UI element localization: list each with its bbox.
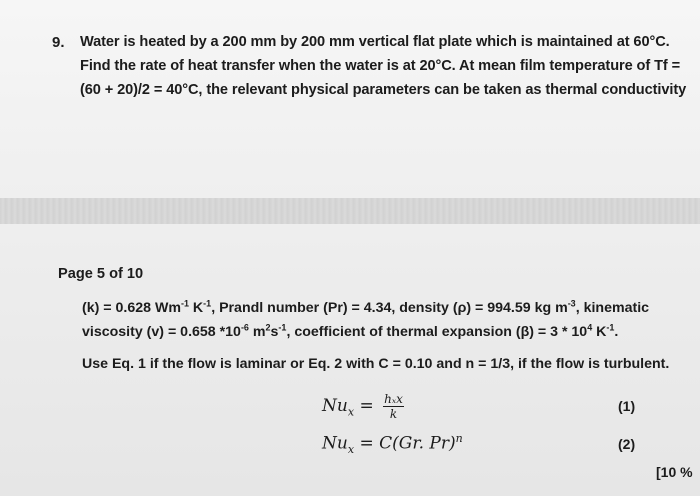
marks-label: [10 % xyxy=(656,464,693,480)
continuation-line-2: viscosity (v) = 0.658 $*10^{-6}$ $m^2s^{-1}$, coefficient of thermal expansion $(\beta) = 3 * 10^4$ $K^{-1}$. xyxy=(82,322,619,340)
question-line-2: Find the rate of heat transfer when the water is at 20°C. At mean film temperature of Tf = xyxy=(80,58,681,74)
continuation-line-1: (k) = 0.628 $Wm^{-1}$ $K^{-1}$, Prandl number (Pr) = 4.34, density (ρ) = 994.59 kg $m^{-3}$, kinematic xyxy=(82,298,650,316)
page-top-section xyxy=(0,0,700,198)
page-break-band xyxy=(0,198,700,224)
equation-1: $Nu_x$ = $\frac{\text{hₓx}}{k}$ xyxy=(322,392,403,421)
equation-1-number: (1) xyxy=(618,398,636,414)
continuation-line-3: Use Eq. 1 if the flow is laminar or Eq. 2 with C = 0.10 and n = 1/3, if the flow is turbulent. xyxy=(82,356,670,372)
equation-2: $Nu_x = C(Gr$. Pr)$^n$ xyxy=(322,432,463,457)
page-number-label: Page 5 of 10 xyxy=(58,266,144,282)
question-line-3: (60 + 20)/2 = 40°C, the relevant physical parameters can be taken as thermal conductivity xyxy=(80,82,687,98)
equation-1-fraction: $\frac{\text{hₓx}}{k}$ xyxy=(384,392,403,421)
equation-2-number: (2) xyxy=(618,436,636,452)
question-line-1: Water is heated by a 200 mm by 200 mm vertical flat plate which is maintained at 60°C. xyxy=(80,34,670,50)
question-number: 9. xyxy=(52,34,65,51)
